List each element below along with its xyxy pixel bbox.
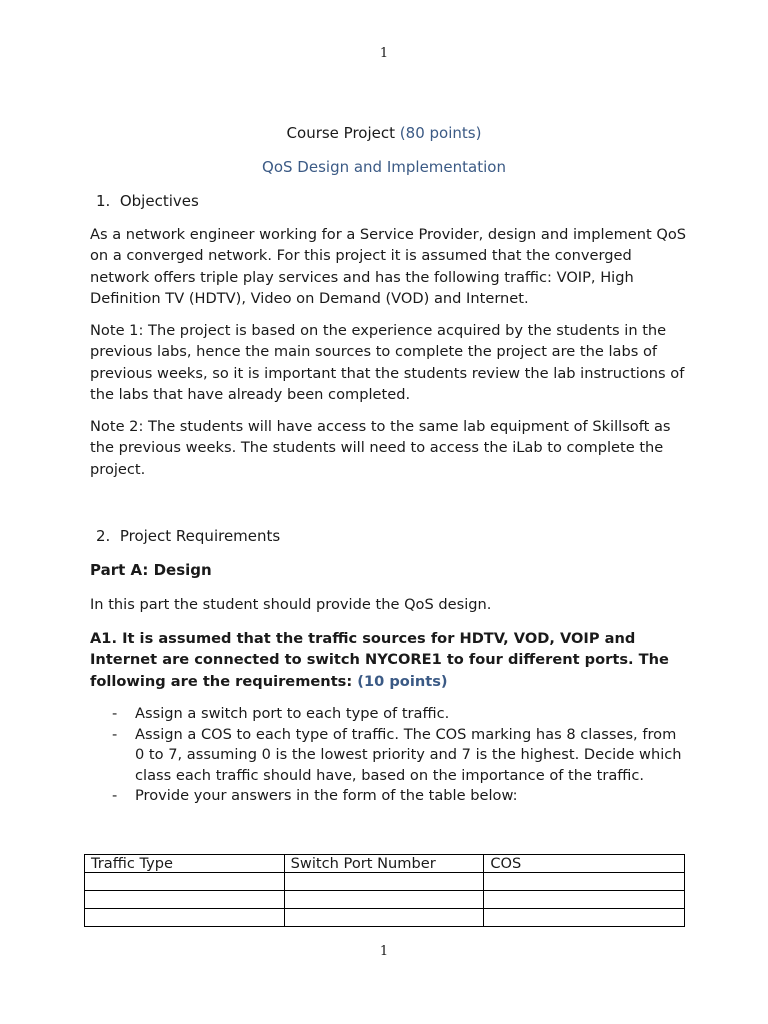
list-dash: - [112,725,118,743]
table-cell[interactable] [484,909,685,927]
list-item [90,704,690,725]
requirement-a1 [90,628,690,692]
page-number-top: 1 [379,46,389,61]
table-cell[interactable] [85,873,285,891]
answer-table [84,854,685,927]
page-subtitle: QoS Design and Implementation [262,158,506,176]
title-points: (80 points) [399,124,482,142]
requirement-a1-text: A1. It is assumed that the traffic sources for HDTV, VOD, VOIP and Internet are connected to switch NYCORE1 to four different ports. The following are the requirements: [90,630,669,690]
list-item [90,786,690,807]
section-heading-objectives: 1. Objectives [96,192,199,210]
table-cell[interactable] [284,891,484,909]
table-row [85,891,685,909]
table-header-switch-port: Switch Port Number [284,855,484,873]
table-header-traffic-type: Traffic Type [85,855,285,873]
table-cell[interactable] [484,891,685,909]
list-item-text: Assign a COS to each type of traffic. The COS marking has 8 classes, from 0 to 7, assuming 0 is the lowest priority and 7 is the highest. Decide which class each traffic should have, based on the importance of the traffic. [135,725,682,784]
table-header-cos: COS [484,855,685,873]
list-item-text: Assign a switch port to each type of traffic. [135,705,450,722]
requirements-list [90,704,690,807]
table-header-row [85,855,685,873]
paragraph-note-2: Note 2: The students will have access to the same lab equipment of Skillsoft as the previous weeks. The students will need to access the iLab to complete the project. [90,418,671,478]
paragraph-note-1: Note 1: The project is based on the experience acquired by the students in the previous labs, hence the main sources to complete the project are the labs of previous weeks, so it is important that the students review the lab instructions of the labs that have already been completed. [90,322,685,403]
part-a-intro: In this part the student should provide the QoS design. [90,596,492,613]
list-item [90,725,690,787]
table-row [85,873,685,891]
page-title [0,124,768,142]
page-number-bottom: 1 [379,944,389,959]
table-cell[interactable] [284,909,484,927]
list-item-text: Provide your answers in the form of the table below: [135,787,518,804]
paragraph-objectives: As a network engineer working for a Service Provider, design and implement QoS on a converged network. For this project it is assumed that the converged network offers triple play services and has the following traffic: VOIP, High Definition TV (HDTV), Video on Demand (VOD) and Internet. [90,226,687,307]
table-row [85,909,685,927]
part-a-heading: Part A: Design [90,561,212,579]
table-cell[interactable] [484,873,685,891]
section-heading-requirements: 2. Project Requirements [96,527,281,545]
list-dash: - [112,787,118,804]
list-dash: - [112,705,118,722]
title-text: Course Project [286,124,396,142]
table-cell[interactable] [284,873,484,891]
table-cell[interactable] [85,891,285,909]
requirement-a1-points: (10 points) [357,672,448,690]
table-cell[interactable] [85,909,285,927]
